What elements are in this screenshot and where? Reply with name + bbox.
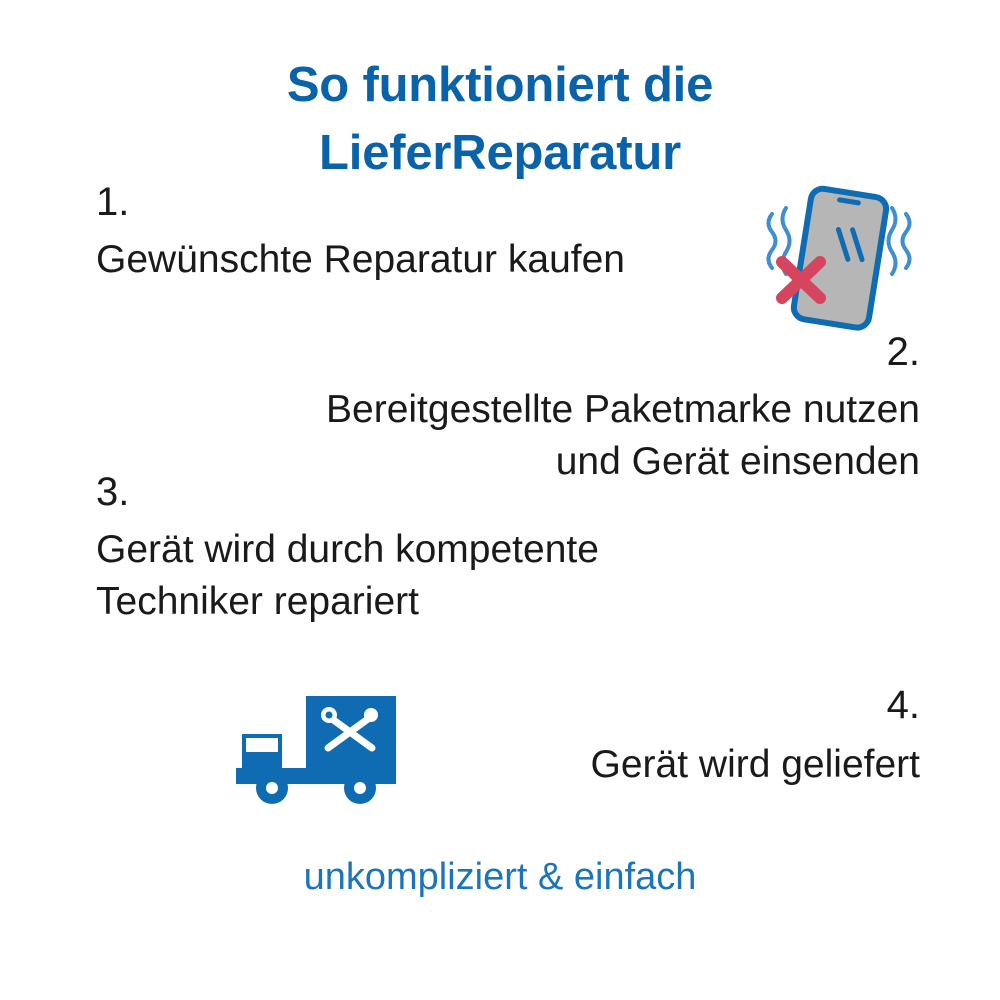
step-3-number: 3. (96, 470, 130, 514)
step-1-line-1: Gewünschte Reparatur kaufen (96, 238, 625, 281)
step-4-number: 4. (886, 683, 920, 727)
step-2-line-2: und Gerät einsenden (555, 439, 920, 483)
footer-tagline: unkompliziert & einfach (303, 856, 697, 898)
step-3-line-2: Techniker repariert (96, 579, 419, 623)
page-title (0, 52, 1000, 187)
step-4-text (420, 739, 920, 791)
step-3 (96, 472, 776, 628)
step-4-line-1: Gerät wird geliefert (590, 743, 920, 786)
step-1-text (96, 234, 756, 286)
step-2-line-1: Bereitgestellte Paketmarke nutzen (326, 388, 920, 431)
broken-phone-icon (744, 178, 934, 348)
step-3-line-1: Gerät wird durch kompetente (96, 528, 599, 571)
delivery-truck-icon (228, 690, 408, 810)
step-4 (420, 685, 920, 791)
step-2 (190, 332, 920, 488)
title-line-1: So funktioniert die (286, 58, 714, 112)
step-3-text (96, 524, 776, 628)
step-1-number: 1. (96, 180, 130, 224)
step-1 (96, 182, 756, 286)
title-line-2: LieferReparatur (319, 125, 681, 180)
step-2-number: 2. (886, 330, 920, 374)
